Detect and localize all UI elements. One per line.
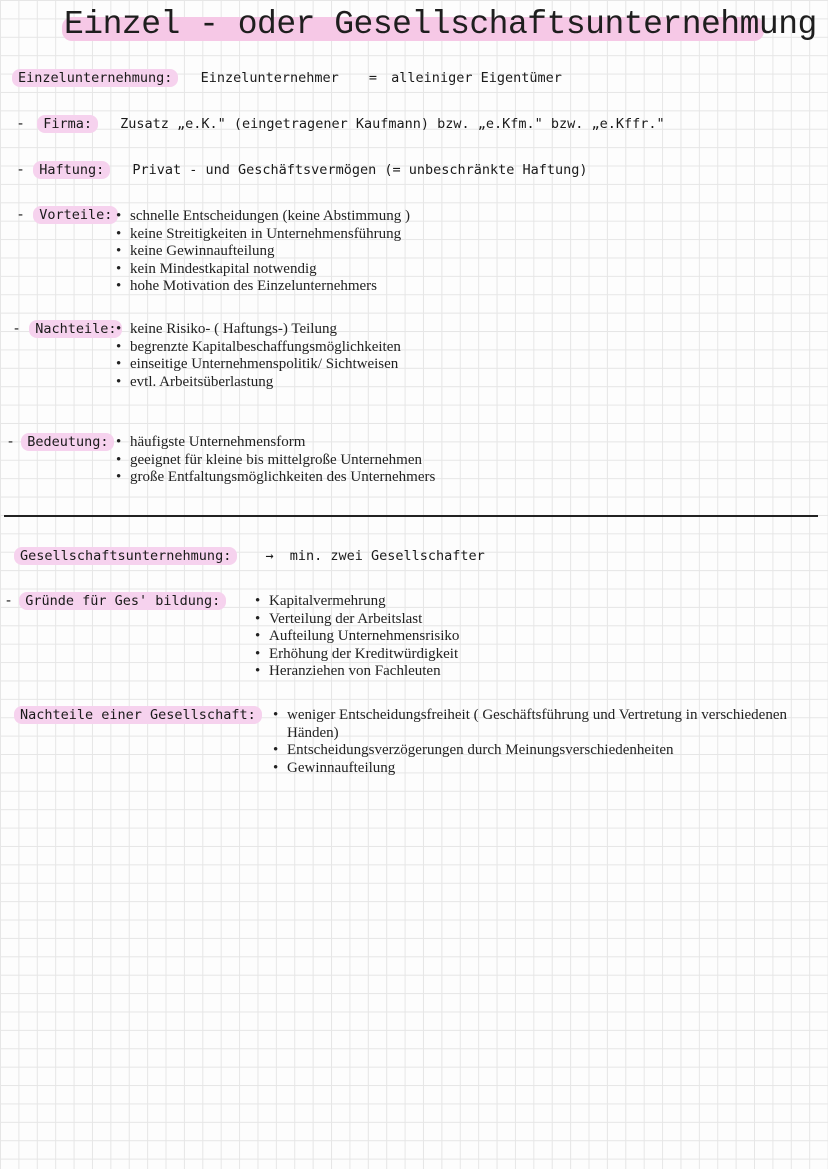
gruende-label-row	[6, 593, 226, 609]
einzel-heading: Einzelunternehmung:	[12, 69, 178, 87]
nachteile-label: Nachteile:	[29, 320, 122, 338]
einzel-heading-row	[12, 70, 562, 86]
dash: -	[8, 434, 14, 450]
list-item: • keine Risiko- ( Haftungs-) Teilung	[116, 321, 401, 339]
gruende-list	[255, 593, 459, 681]
list-item: • Aufteilung Unternehmensrisiko	[255, 628, 459, 646]
bedeutung-list	[116, 434, 435, 487]
list-item: • einseitige Unternehmenspolitik/ Sichtweisen	[116, 356, 401, 374]
gesellschaft-nachteile-label: Nachteile einer Gesellschaft:	[14, 706, 262, 724]
einzel-def-eq: =	[368, 70, 378, 86]
list-item: • begrenzte Kapitalbeschaffungsmöglichkeiten	[116, 339, 401, 357]
firma-row	[18, 116, 665, 132]
gesellschaft-heading-row	[14, 548, 485, 564]
list-item: • Verteilung der Arbeitslast	[255, 611, 459, 629]
list-item: • evtl. Arbeitsüberlastung	[116, 374, 401, 392]
firma-text: Zusatz „e.K." (eingetragener Kaufmann) bzw. „e.Kfm." bzw. „e.Kffr."	[120, 116, 665, 132]
list-item: • Entscheidungsverzögerungen durch Meinungsverschiedenheiten	[273, 742, 803, 760]
list-item: • kein Mindestkapital notwendig	[116, 261, 410, 279]
arrow-icon: →	[265, 548, 274, 564]
vorteile-list	[116, 208, 410, 296]
dash: -	[18, 116, 24, 132]
list-item: • große Entfaltungsmöglichkeiten des Unternehmers	[116, 469, 435, 487]
list-item: • schnelle Entscheidungen (keine Abstimmung )	[116, 208, 410, 226]
gesellschaft-nachteile-label-row	[14, 707, 262, 723]
dash: -	[6, 593, 12, 609]
einzel-def-left: Einzelunternehmer	[200, 70, 339, 86]
dash: -	[14, 321, 20, 337]
list-item: • Heranziehen von Fachleuten	[255, 663, 459, 681]
list-item: • Erhöhung der Kreditwürdigkeit	[255, 646, 459, 664]
gesellschaft-nachteile-list	[273, 707, 803, 777]
list-item: • keine Gewinnaufteilung	[116, 243, 410, 261]
haftung-text: Privat - und Geschäftsvermögen (= unbeschränkte Haftung)	[132, 162, 588, 178]
bedeutung-label-row	[8, 434, 114, 450]
nachteile-list	[116, 321, 401, 391]
vorteile-label: Vorteile:	[33, 206, 118, 224]
list-item: • hohe Motivation des Einzelunternehmers	[116, 278, 410, 296]
bedeutung-label: Bedeutung:	[21, 433, 114, 451]
list-item: • Gewinnaufteilung	[273, 760, 803, 778]
nachteile-label-row	[14, 321, 122, 337]
gesellschaft-def: min. zwei Gesellschafter	[289, 548, 485, 564]
vorteile-label-row	[18, 207, 118, 223]
gesellschaft-heading: Gesellschaftsunternehmung:	[14, 547, 237, 565]
list-item: • häufigste Unternehmensform	[116, 434, 435, 452]
list-item: • weniger Entscheidungsfreiheit ( Geschäftsführung und Vertretung in verschiedenen Händen)	[273, 707, 803, 742]
list-item: • geeignet für kleine bis mittelgroße Unternehmen	[116, 452, 435, 470]
haftung-row	[18, 162, 588, 178]
list-item: • keine Streitigkeiten in Unternehmensführung	[116, 226, 410, 244]
haftung-label: Haftung:	[33, 161, 110, 179]
gruende-label: Gründe für Ges' bildung:	[19, 592, 226, 610]
firma-label: Firma:	[37, 115, 98, 133]
section-divider	[4, 515, 818, 517]
einzel-def-right: alleiniger Eigentümer	[391, 70, 562, 86]
page-title: Einzel - oder Gesellschaftsunternehmung	[64, 6, 817, 43]
dash: -	[18, 162, 24, 178]
dash: -	[18, 207, 24, 223]
list-item: • Kapitalvermehrung	[255, 593, 459, 611]
